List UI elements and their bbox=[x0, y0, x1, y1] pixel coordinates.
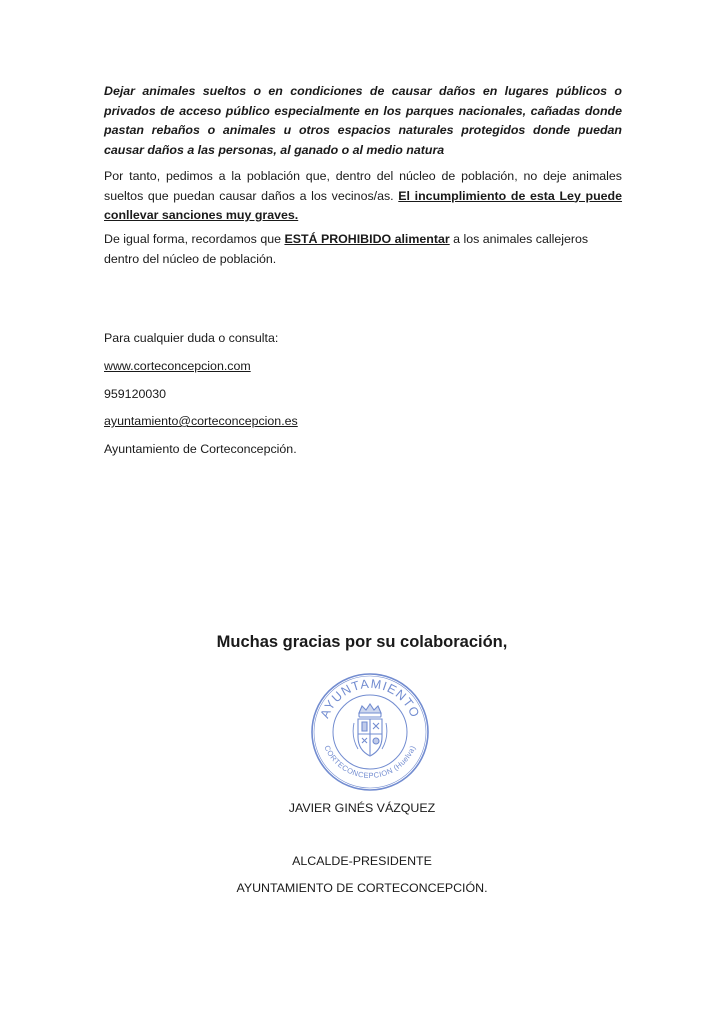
sanctions-warning: El incumplimiento de esta Ley puede conllevar sanciones muy graves. bbox=[104, 188, 623, 222]
seal-top-text: AYUNTAMIENTO bbox=[317, 676, 423, 721]
paragraph-prohibition bbox=[104, 230, 622, 269]
thanks-message: Muchas gracias por su colaboración, bbox=[216, 633, 508, 651]
request-text: Por tanto, pedimos a la población que, dentro del núcleo de población, no deje animales sueltos que puedan causar daños a los vecinos/as. bbox=[104, 169, 622, 203]
prohibition-emphasis: ESTÁ PROHIBIDO alimentar bbox=[284, 232, 450, 246]
paragraph-request bbox=[104, 167, 622, 226]
signatory-name: JAVIER GINÉS VÁZQUEZ bbox=[288, 801, 436, 815]
coat-of-arms-icon bbox=[353, 704, 387, 756]
email-link[interactable]: ayuntamiento@corteconcepcion.es bbox=[104, 414, 298, 428]
prohibition-after: a los animales callejeros dentro del núcleo de población. bbox=[104, 232, 589, 266]
paragraph-regulation: Dejar animales sueltos o en condiciones de causar daños en lugares públicos o privados de acceso público especialmente en los parques nacionales, cañadas donde pastan rebaños o animales u otros espacios naturales protegidos donde puedan causar daños a las personas, al ganado o al medio natura bbox=[104, 84, 622, 157]
phone-number: 959120030 bbox=[104, 387, 167, 401]
contact-intro: Para cualquier duda o consulta: bbox=[104, 331, 279, 345]
prohibition-before: De igual forma, recordamos que bbox=[104, 232, 285, 246]
signatory-organization: AYUNTAMIENTO DE CORTECONCEPCIÓN. bbox=[236, 881, 488, 895]
organization-name: Ayuntamiento de Corteconcepción. bbox=[104, 442, 297, 456]
svg-text:AYUNTAMIENTO bbox=[318, 677, 423, 720]
municipal-seal-stamp bbox=[309, 671, 431, 793]
signatory-title: ALCALDE-PRESIDENTE bbox=[292, 854, 432, 868]
website-link[interactable]: www.corteconcepcion.com bbox=[104, 359, 251, 373]
seal-bottom-text: CORTECONCEPCION (Huelva) bbox=[322, 743, 418, 781]
